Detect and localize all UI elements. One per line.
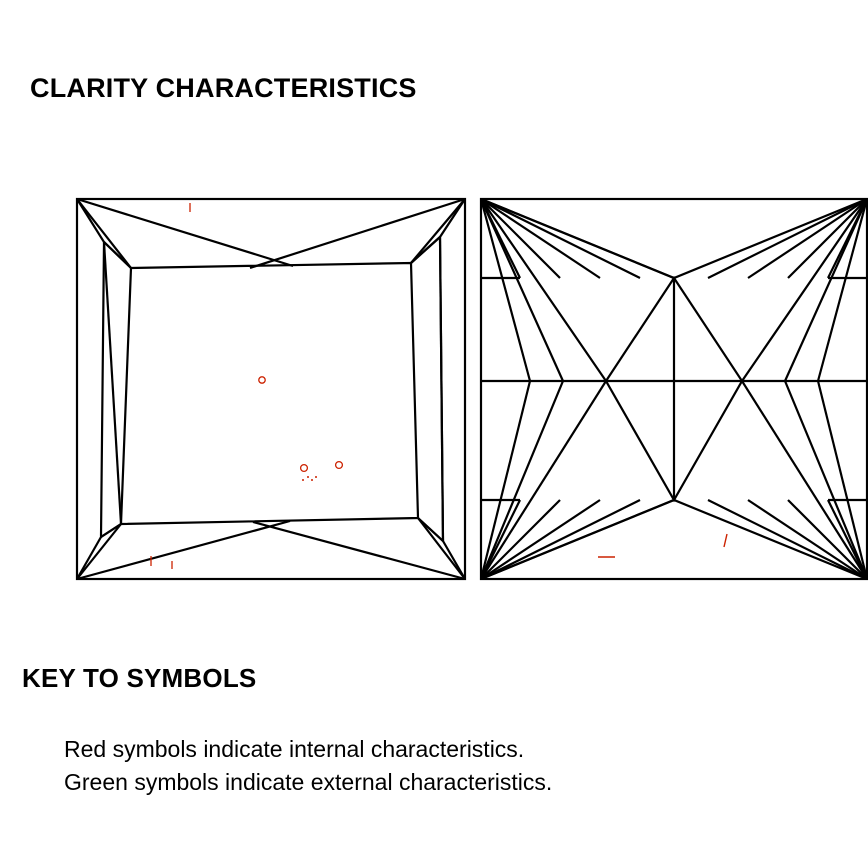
page-title: CLARITY CHARACTERISTICS xyxy=(30,73,417,103)
symbol-crystal xyxy=(336,462,343,469)
symbol-crystal xyxy=(259,377,265,383)
legend-line-internal: Red symbols indicate internal characteristics. xyxy=(64,736,525,762)
symbol-pinpoint xyxy=(311,479,313,481)
key-to-symbols-title: KEY TO SYMBOLS xyxy=(22,663,257,693)
symbol-pinpoint xyxy=(307,476,309,478)
legend-line-external: Green symbols indicate external characteristics. xyxy=(64,769,553,795)
symbol-crystal xyxy=(301,465,308,472)
pavilion-view-diagram xyxy=(481,199,867,579)
symbol-feather xyxy=(724,534,727,547)
crown-view-diagram xyxy=(77,199,465,579)
pavilion-symbols xyxy=(598,534,727,557)
symbol-pinpoint xyxy=(302,479,304,481)
crown-symbols xyxy=(151,203,342,569)
symbol-pinpoint xyxy=(315,476,317,478)
key-to-symbols-legend xyxy=(64,733,552,799)
